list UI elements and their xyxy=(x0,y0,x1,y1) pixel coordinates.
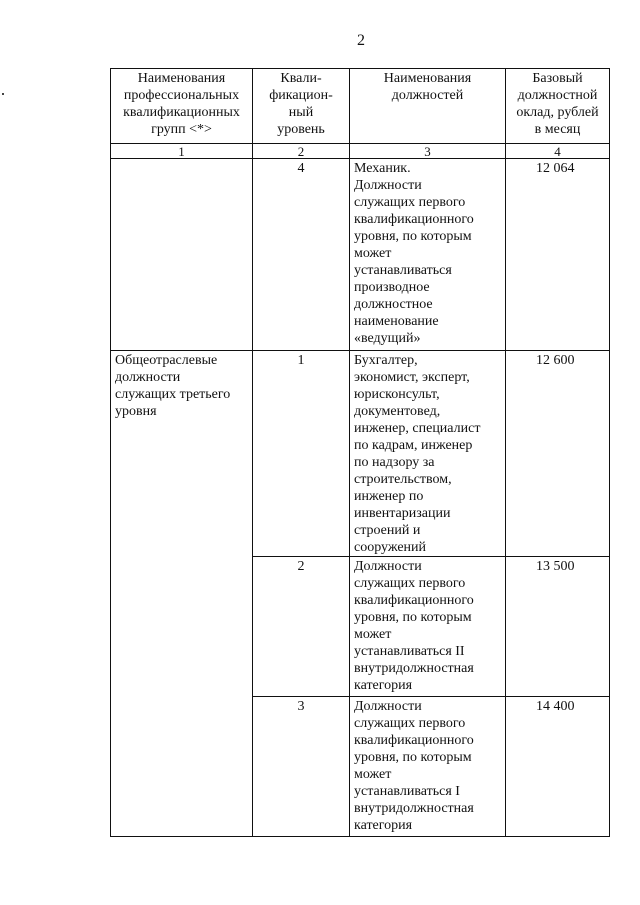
column-number: 2 xyxy=(253,144,350,159)
salary-cell: 12 064 xyxy=(506,159,610,351)
header-qualification-groups: Наименования профессиональных квалификационных групп <*> xyxy=(111,69,253,144)
header-position-names: Наименования должностей xyxy=(350,69,506,144)
column-number: 4 xyxy=(506,144,610,159)
qualification-salary-table xyxy=(110,68,610,837)
group-cell xyxy=(111,159,253,351)
column-number-row xyxy=(111,144,610,159)
level-cell: 4 xyxy=(253,159,350,351)
header-qualification-level: Квали- фикацион- ный уровень xyxy=(253,69,350,144)
table-row xyxy=(111,159,610,351)
salary-cell: 14 400 xyxy=(506,697,610,837)
positions-cell: Бухгалтер, экономист, эксперт, юрисконсульт, документовед, инженер, специалист по кадрам, инженер по надзору за строительством, инженер по инвентаризации строений и сооружений xyxy=(350,351,506,557)
positions-cell: Должности служащих первого квалификационного уровня, по которым может устанавливаться II внутридолжностная категория xyxy=(350,557,506,697)
level-cell: 1 xyxy=(253,351,350,557)
level-cell: 2 xyxy=(253,557,350,697)
margin-mark xyxy=(2,93,4,95)
positions-cell: Механик. Должности служащих первого квалификационного уровня, по которым может устанавливаться производное должностное наименование «ведущий» xyxy=(350,159,506,351)
salary-cell: 12 600 xyxy=(506,351,610,557)
table-header-row xyxy=(111,69,610,144)
positions-cell: Должности служащих первого квалификационного уровня, по которым может устанавливаться I внутридолжностная категория xyxy=(350,697,506,837)
group-cell: Общеотраслевые должности служащих третьего уровня xyxy=(111,351,253,837)
level-cell: 3 xyxy=(253,697,350,837)
header-base-salary: Базовый должностной оклад, рублей в месяц xyxy=(506,69,610,144)
table-row xyxy=(111,351,610,557)
column-number: 3 xyxy=(350,144,506,159)
page-number: 2 xyxy=(357,32,365,49)
column-number: 1 xyxy=(111,144,253,159)
salary-cell: 13 500 xyxy=(506,557,610,697)
